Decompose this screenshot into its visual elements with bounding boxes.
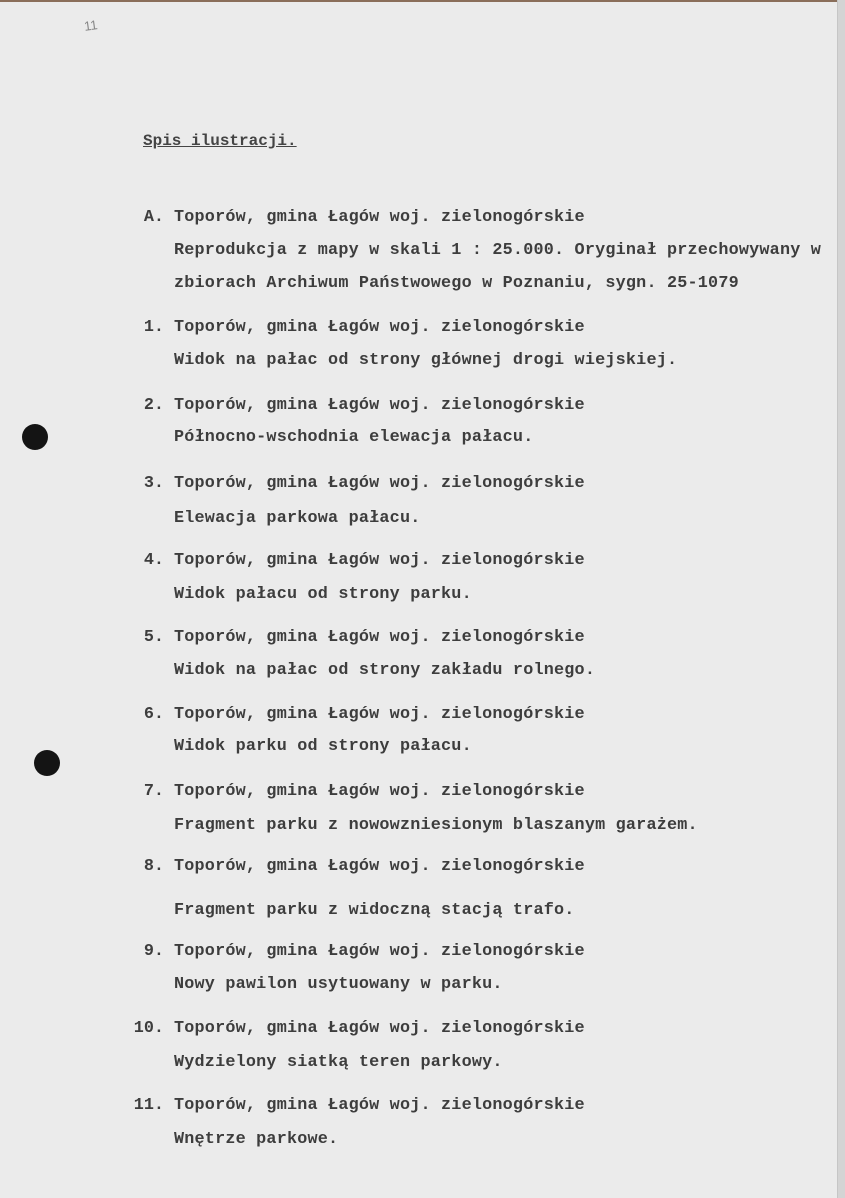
item-number: 7. (143, 782, 164, 801)
item-number: 5. (143, 628, 164, 647)
item-location: Toporów, gmina Łagów woj. zielonogórskie (174, 551, 585, 570)
punch-hole-top (22, 424, 48, 450)
item-description: Elewacja parkowa pałacu. (174, 509, 421, 528)
item-location: Toporów, gmina Łagów woj. zielonogórskie (174, 1096, 585, 1115)
item-number: 11. (133, 1096, 164, 1115)
item-description: Widok na pałac od strony zakładu rolnego. (174, 661, 596, 680)
item-number: 10. (133, 1019, 164, 1038)
item-location: Toporów, gmina Łagów woj. zielonogórskie (174, 705, 585, 724)
document-title: Spis ilustracji. (143, 132, 297, 150)
margin-mark: 11 (83, 17, 99, 34)
item-number: 2. (143, 396, 164, 415)
item-number: 9. (143, 942, 164, 961)
item-description: Fragment parku z widoczną stacją trafo. (174, 901, 575, 920)
item-number: A. (143, 208, 164, 227)
item-description: Widok na pałac od strony głównej drogi wiejskiej. (174, 351, 678, 370)
page-top-edge (0, 0, 845, 2)
item-location: Toporów, gmina Łagów woj. zielonogórskie (174, 396, 585, 415)
item-description: Wnętrze parkowe. (174, 1130, 339, 1149)
item-location: Toporów, gmina Łagów woj. zielonogórskie (174, 782, 585, 801)
item-description: Wydzielony siatką teren parkowy. (174, 1053, 503, 1072)
item-description: Reprodukcja z mapy w skali 1 : 25.000. Oryginał przechowywany w (174, 241, 822, 260)
item-number: 3. (143, 474, 164, 493)
item-description: Północno-wschodnia elewacja pałacu. (174, 428, 534, 447)
page-right-edge (837, 0, 845, 1198)
item-location: Toporów, gmina Łagów woj. zielonogórskie (174, 857, 585, 876)
item-description: Widok parku od strony pałacu. (174, 737, 472, 756)
item-location: Toporów, gmina Łagów woj. zielonogórskie (174, 474, 585, 493)
item-number: 4. (143, 551, 164, 570)
item-location: Toporów, gmina Łagów woj. zielonogórskie (174, 208, 585, 227)
item-location: Toporów, gmina Łagów woj. zielonogórskie (174, 1019, 585, 1038)
item-number: 6. (143, 705, 164, 724)
item-location: Toporów, gmina Łagów woj. zielonogórskie (174, 942, 585, 961)
item-number: 8. (143, 857, 164, 876)
punch-hole-bottom (34, 750, 60, 776)
item-location: Toporów, gmina Łagów woj. zielonogórskie (174, 628, 585, 647)
item-location: Toporów, gmina Łagów woj. zielonogórskie (174, 318, 585, 337)
item-description: Nowy pawilon usytuowany w parku. (174, 975, 503, 994)
item-number: 1. (143, 318, 164, 337)
item-description: Widok pałacu od strony parku. (174, 585, 472, 604)
item-description: Fragment parku z nowowzniesionym blaszanym garażem. (174, 816, 698, 835)
item-description: zbiorach Archiwum Państwowego w Poznaniu, sygn. 25-1079 (174, 274, 739, 293)
